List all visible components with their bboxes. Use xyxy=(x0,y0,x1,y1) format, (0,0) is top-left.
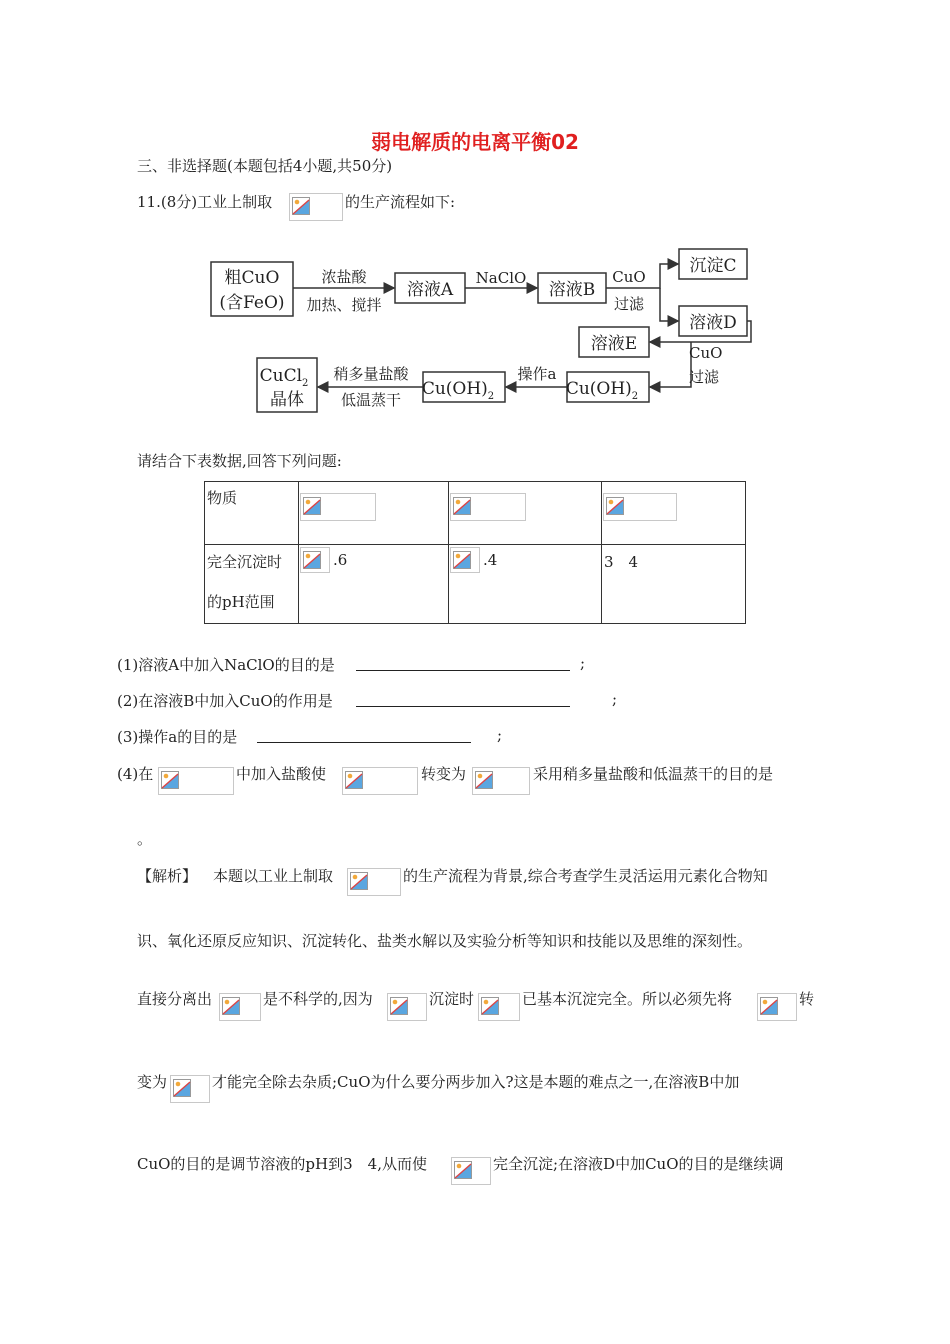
question-3-end: ; xyxy=(497,726,503,744)
page-title: 弱电解质的电离平衡02 xyxy=(371,130,579,154)
broken-image-icon xyxy=(453,497,471,515)
crystal-label: 晶体 xyxy=(270,390,304,410)
question-2: (2)在溶液B中加入CuO的作用是 xyxy=(117,692,333,710)
table-header-col2 xyxy=(449,482,602,545)
step3-operation: 过滤 xyxy=(613,295,645,313)
step1-condition: 加热、搅拌 xyxy=(306,296,382,314)
formula-image xyxy=(450,493,526,521)
broken-image-icon xyxy=(173,1079,191,1097)
analysis-line3-b: 是不科学的,因为 xyxy=(263,990,373,1008)
question-1-end: ; xyxy=(580,654,586,672)
table-intro: 请结合下表数据,回答下列问题: xyxy=(137,452,342,470)
broken-image-icon xyxy=(350,872,368,890)
question-11-prefix: 11.(8分)工业上制取 xyxy=(137,193,273,211)
formula-image xyxy=(289,193,343,221)
cuoh2-right-label: $Cu(OH)_2$ xyxy=(565,379,639,402)
formula-image xyxy=(300,547,330,573)
broken-image-icon xyxy=(292,197,310,215)
step6-condition: 低温蒸干 xyxy=(340,391,402,409)
broken-image-icon xyxy=(390,997,408,1015)
crude-cuo-label: 粗CuO xyxy=(224,268,280,288)
formula-image xyxy=(219,993,261,1021)
step2-reagent: NaClO xyxy=(475,269,527,287)
broken-image-icon xyxy=(303,551,321,569)
formula-image xyxy=(387,993,427,1021)
formula-image xyxy=(347,868,401,896)
table-row-label: 完全沉淀时 的pH范围 xyxy=(205,545,299,624)
question-4-part-a: (4)在 xyxy=(117,765,154,783)
step4-operation: 过滤 xyxy=(689,368,720,386)
broken-image-icon xyxy=(454,1161,472,1179)
cucl2-label: CuCl$_2$ xyxy=(259,366,309,389)
analysis-line2: 识、氧化还原反应知识、沉淀转化、盐类水解以及实验分析等知识和技能以及思维的深刻性。 xyxy=(137,932,753,950)
analysis-line4-b: 才能完全除去杂质;CuO为什么要分两步加入?这是本题的难点之一,在溶液B中加 xyxy=(212,1073,740,1091)
solution-a-label: 溶液A xyxy=(406,280,454,300)
step6-reagent: 稍多量盐酸 xyxy=(333,365,409,383)
solution-e-label: 溶液E xyxy=(590,334,638,354)
table-value-col1: .6 xyxy=(299,545,449,624)
answer-blank-3[interactable] xyxy=(257,742,471,743)
formula-image xyxy=(757,993,797,1021)
formula-image xyxy=(472,767,530,795)
broken-image-icon xyxy=(303,497,321,515)
broken-image-icon xyxy=(453,551,471,569)
formula-image xyxy=(342,767,418,795)
question-4-end: 。 xyxy=(137,830,153,848)
table-value-col2: .4 xyxy=(449,545,602,624)
answer-blank-1[interactable] xyxy=(356,670,570,671)
question-4-part-b: 中加入盐酸使 xyxy=(236,765,327,783)
formula-image xyxy=(478,993,520,1021)
broken-image-icon xyxy=(606,497,624,515)
analysis-line1-b: 的生产流程为背景,综合考查学生灵活运用元素化合物知 xyxy=(403,867,768,885)
step5-operation: 操作a xyxy=(517,365,557,383)
analysis-line3-a: 直接分离出 xyxy=(137,990,213,1008)
table-header-col1 xyxy=(299,482,449,545)
broken-image-icon xyxy=(760,997,778,1015)
table-header-label: 物质 xyxy=(205,482,299,545)
ph-data-table xyxy=(204,481,746,624)
analysis-label: 【解析】 xyxy=(137,867,198,885)
analysis-line5-a: CuO的目的是调节溶液的pH到3 4,从而使 xyxy=(137,1155,427,1173)
analysis-line3-e: 转 xyxy=(799,990,815,1008)
formula-image xyxy=(158,767,234,795)
broken-image-icon xyxy=(222,997,240,1015)
broken-image-icon xyxy=(161,771,179,789)
analysis-line4-a: 变为 xyxy=(137,1073,168,1091)
answer-blank-2[interactable] xyxy=(356,706,570,707)
question-4-part-d: 采用稍多量盐酸和低温蒸干的目的是 xyxy=(533,765,774,783)
analysis-line3-d: 已基本沉淀完全。所以必须先将 xyxy=(522,990,733,1008)
precipitate-c-label: 沉淀C xyxy=(689,256,737,276)
question-2-end: ; xyxy=(612,690,618,708)
formula-image xyxy=(300,493,376,521)
crude-cuo-note: (含FeO) xyxy=(219,293,285,313)
section-heading: 三、非选择题(本题包括4小题,共50分) xyxy=(137,157,393,175)
analysis-line1-a: 本题以工业上制取 xyxy=(213,867,334,885)
broken-image-icon xyxy=(481,997,499,1015)
process-flow-diagram xyxy=(205,245,765,420)
cuoh2-left-label: $Cu(OH)_2$ xyxy=(421,379,495,402)
question-1: (1)溶液A中加入NaClO的目的是 xyxy=(117,656,335,674)
question-3: (3)操作a的目的是 xyxy=(117,728,238,746)
formula-image xyxy=(170,1075,210,1103)
solution-b-label: 溶液B xyxy=(548,280,596,300)
formula-image xyxy=(450,547,480,573)
step3-reagent: CuO xyxy=(612,268,646,286)
question-11-suffix: 的生产流程如下: xyxy=(345,193,456,211)
analysis-line5-b: 完全沉淀;在溶液D中加CuO的目的是继续调 xyxy=(493,1155,784,1173)
broken-image-icon xyxy=(345,771,363,789)
step1-reagent: 浓盐酸 xyxy=(321,268,367,286)
step4-reagent: CuO xyxy=(689,344,723,362)
analysis-line3-c: 沉淀时 xyxy=(429,990,475,1008)
broken-image-icon xyxy=(475,771,493,789)
table-header-col3 xyxy=(602,482,746,545)
solution-d-label: 溶液D xyxy=(689,313,737,333)
formula-image xyxy=(451,1157,491,1185)
table-value-col3: 3 4 xyxy=(602,545,746,624)
formula-image xyxy=(603,493,677,521)
question-4-part-c: 转变为 xyxy=(421,765,467,783)
